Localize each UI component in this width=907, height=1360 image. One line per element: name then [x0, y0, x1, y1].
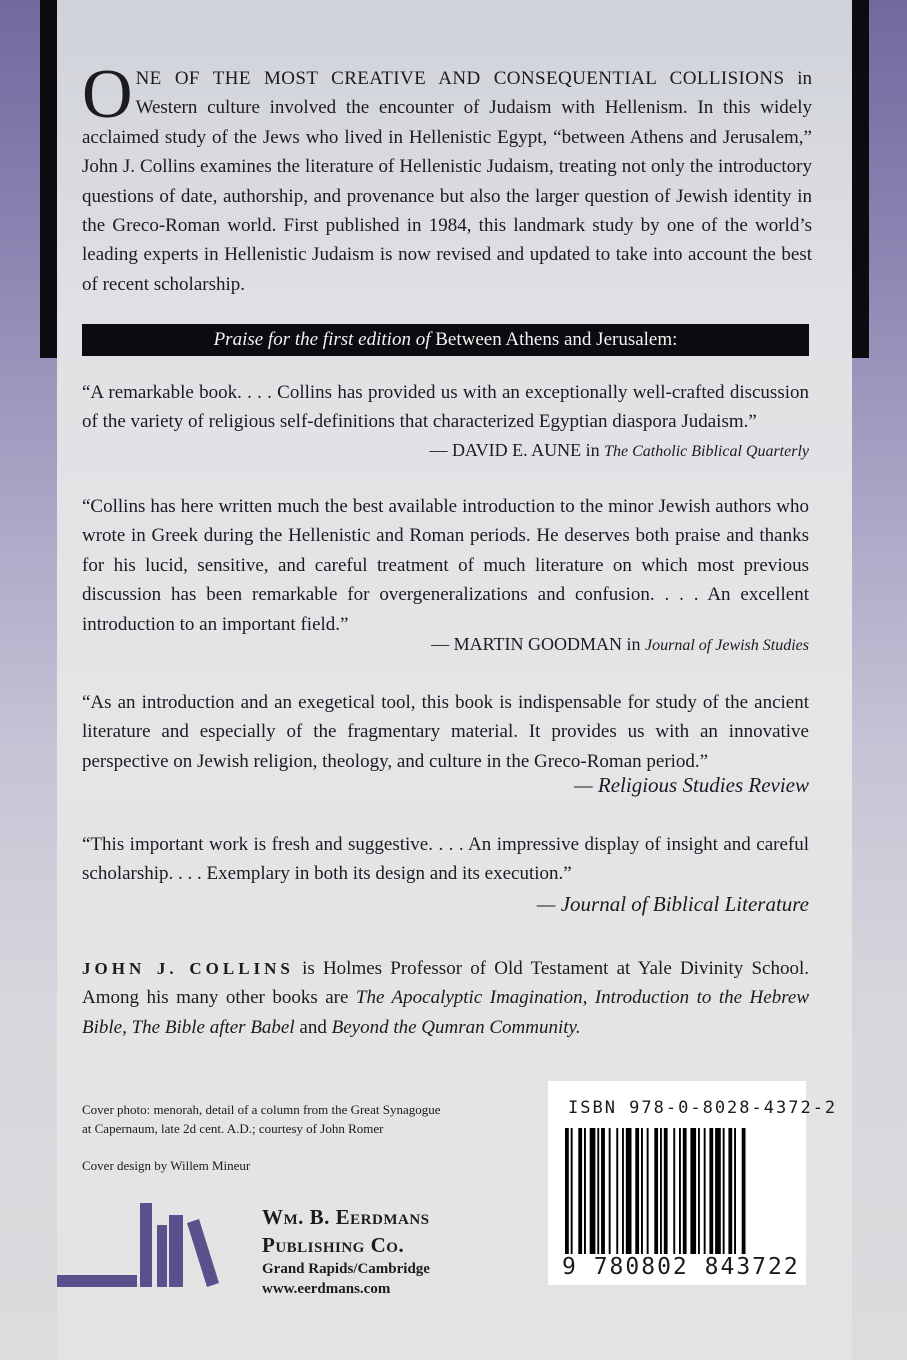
bio-text: is Holmes Professor of Old Testament at Yale Divinity School. Among his many other books are: [82, 958, 810, 1009]
bio-book-last: Beyond the Qumran Community.: [331, 1016, 581, 1038]
isbn-label: ISBN 978-0-8028-4372-2: [568, 1098, 838, 1118]
barcode-stripe: [616, 1128, 618, 1254]
left-black-bar: [40, 0, 57, 358]
drop-cap: O: [82, 56, 133, 133]
barcode-stripe: [660, 1128, 662, 1254]
intro-paragraph: [82, 56, 813, 299]
author-bio: [82, 954, 809, 1042]
barcode-stripe: [690, 1128, 696, 1254]
isbn-barcode-box: [548, 1081, 838, 1285]
design-credit: Cover design by Willem Mineur: [82, 1158, 251, 1173]
praise-header: [82, 324, 809, 356]
publisher-block: [262, 1203, 430, 1299]
barcode-stripe: [683, 1128, 687, 1254]
barcode-stripe: [734, 1128, 736, 1254]
intro-small-caps: NE OF THE MOST CREATIVE AND CONSEQUENTIAL COLLISIONS: [135, 68, 785, 89]
barcode-stripe: [609, 1128, 611, 1254]
barcode-stripe: [698, 1128, 700, 1254]
praise-header-italic: Praise for the first edition of: [213, 329, 431, 350]
publisher-website: www.eerdmans.com: [262, 1281, 391, 1297]
attribution-aune: [429, 440, 809, 461]
barcode-stripe: [679, 1128, 681, 1254]
barcode-stripe: [709, 1128, 713, 1254]
photo-credit-line1: Cover photo: menorah, detail of a column from the Great Synagogue: [82, 1102, 441, 1117]
intro-text: in Western culture involved the encounter of Judaism with Hellenism. In this widely acclaimed study of the Jews who lived in Hellenistic Egypt, “between Athens and Jerusalem,” John J. Collins examines the literature of Hellenistic Judaism, treating not only the introductory questions of date, authorship, and provenance but also the larger question of Jewish identity in the Greco-Roman world. First published in 1984, this landmark study by one of the world’s leading experts in Hellenistic Judaism is now revised and updated to take into account the best of recent scholarship.: [82, 68, 813, 295]
quote-jbl: “This important work is fresh and suggestive. . . . An impressive display of insight and careful scholarship. . . . Exemplary in both its design and its execution.”: [82, 834, 809, 885]
barcode-stripe: [664, 1128, 668, 1254]
quote-aune: “A remarkable book. . . . Collins has provided us with an exceptionally well-crafted discussion of the variety of religious self-definitions that characterized Egyptian diaspora Judaism.”: [82, 382, 809, 433]
publisher-name-1: Wm. B. Eerdmans: [262, 1205, 430, 1229]
barcode-icon: [565, 1128, 789, 1254]
eerdmans-logo-icon: [57, 1185, 227, 1295]
author-name: JOHN J. COLLINS: [82, 959, 294, 978]
barcode-stripe: [571, 1128, 573, 1254]
photo-credit: [82, 1100, 440, 1138]
barcode-stripe: [622, 1128, 624, 1254]
logo-base-bar: [57, 1275, 137, 1287]
logo-book-2: [157, 1225, 167, 1287]
attribution-author: — MARTIN GOODMAN: [431, 634, 622, 654]
barcode-number: 9 780802 843722: [562, 1254, 800, 1280]
barcode-stripe: [704, 1128, 706, 1254]
barcode-stripe: [728, 1128, 732, 1254]
logo-book-1: [140, 1203, 152, 1287]
logo-book-leaning: [187, 1219, 219, 1287]
attribution-goodman: [431, 634, 809, 655]
barcode-stripe: [647, 1128, 649, 1254]
quote-goodman: “Collins has here written much the best available introduction to the minor Jewish authors who wrote in Greek during the Hellenistic and Roman periods. He deserves both praise and thanks for his lucid, sensitive, and careful treatment of much literature on which most previous discussion has been remarkable for overgeneralizations and confusion. . . . An excellent introduction to an important field.”: [82, 496, 809, 635]
right-black-bar: [852, 0, 869, 358]
bio-and: and: [299, 1016, 327, 1038]
barcode-stripe: [578, 1128, 582, 1254]
barcode-stripe: [635, 1128, 639, 1254]
barcode-stripe: [597, 1128, 599, 1254]
attribution-source: Journal of Jewish Studies: [645, 637, 809, 654]
attribution-author: — DAVID E. AUNE: [429, 440, 582, 460]
publisher-name-2: Publishing Co.: [262, 1233, 405, 1257]
attribution-jbl: — Journal of Biblical Literature: [536, 892, 809, 916]
barcode-stripe: [590, 1128, 596, 1254]
praise-header-title: Between Athens and Jerusalem:: [435, 329, 678, 350]
barcode-stripe: [601, 1128, 605, 1254]
attribution-in: in: [585, 440, 600, 460]
attribution-religious-studies: — Religious Studies Review: [573, 773, 809, 797]
bio-books: The Apocalyptic Imagination, Introduction to the Hebrew Bible, The Bible after Babel: [82, 987, 810, 1038]
photo-credit-line2: at Capernaum, late 2d cent. A.D.; courtesy of John Romer: [82, 1121, 384, 1136]
barcode-stripe: [584, 1128, 586, 1254]
attribution-source: The Catholic Biblical Quarterly: [604, 443, 809, 460]
barcode-stripe: [565, 1128, 569, 1254]
barcode-stripe: [715, 1128, 721, 1254]
attribution-in: in: [626, 634, 641, 654]
barcode-stripe: [626, 1128, 632, 1254]
barcode-stripe: [641, 1128, 643, 1254]
barcode-stripe: [723, 1128, 725, 1254]
barcode-stripe: [673, 1128, 675, 1254]
quote-religious-studies: “As an introduction and an exegetical tool, this book is indispensable for study of the ancient literature and especially of the fragmentary material. It provides us with an innovative perspective on Jewish religion, theology, and culture in the Greco-Roman period.”: [82, 692, 809, 772]
barcode-stripe: [654, 1128, 658, 1254]
publisher-location: Grand Rapids/Cambridge: [262, 1261, 430, 1277]
logo-book-3: [169, 1215, 183, 1287]
barcode-stripe: [742, 1128, 746, 1254]
